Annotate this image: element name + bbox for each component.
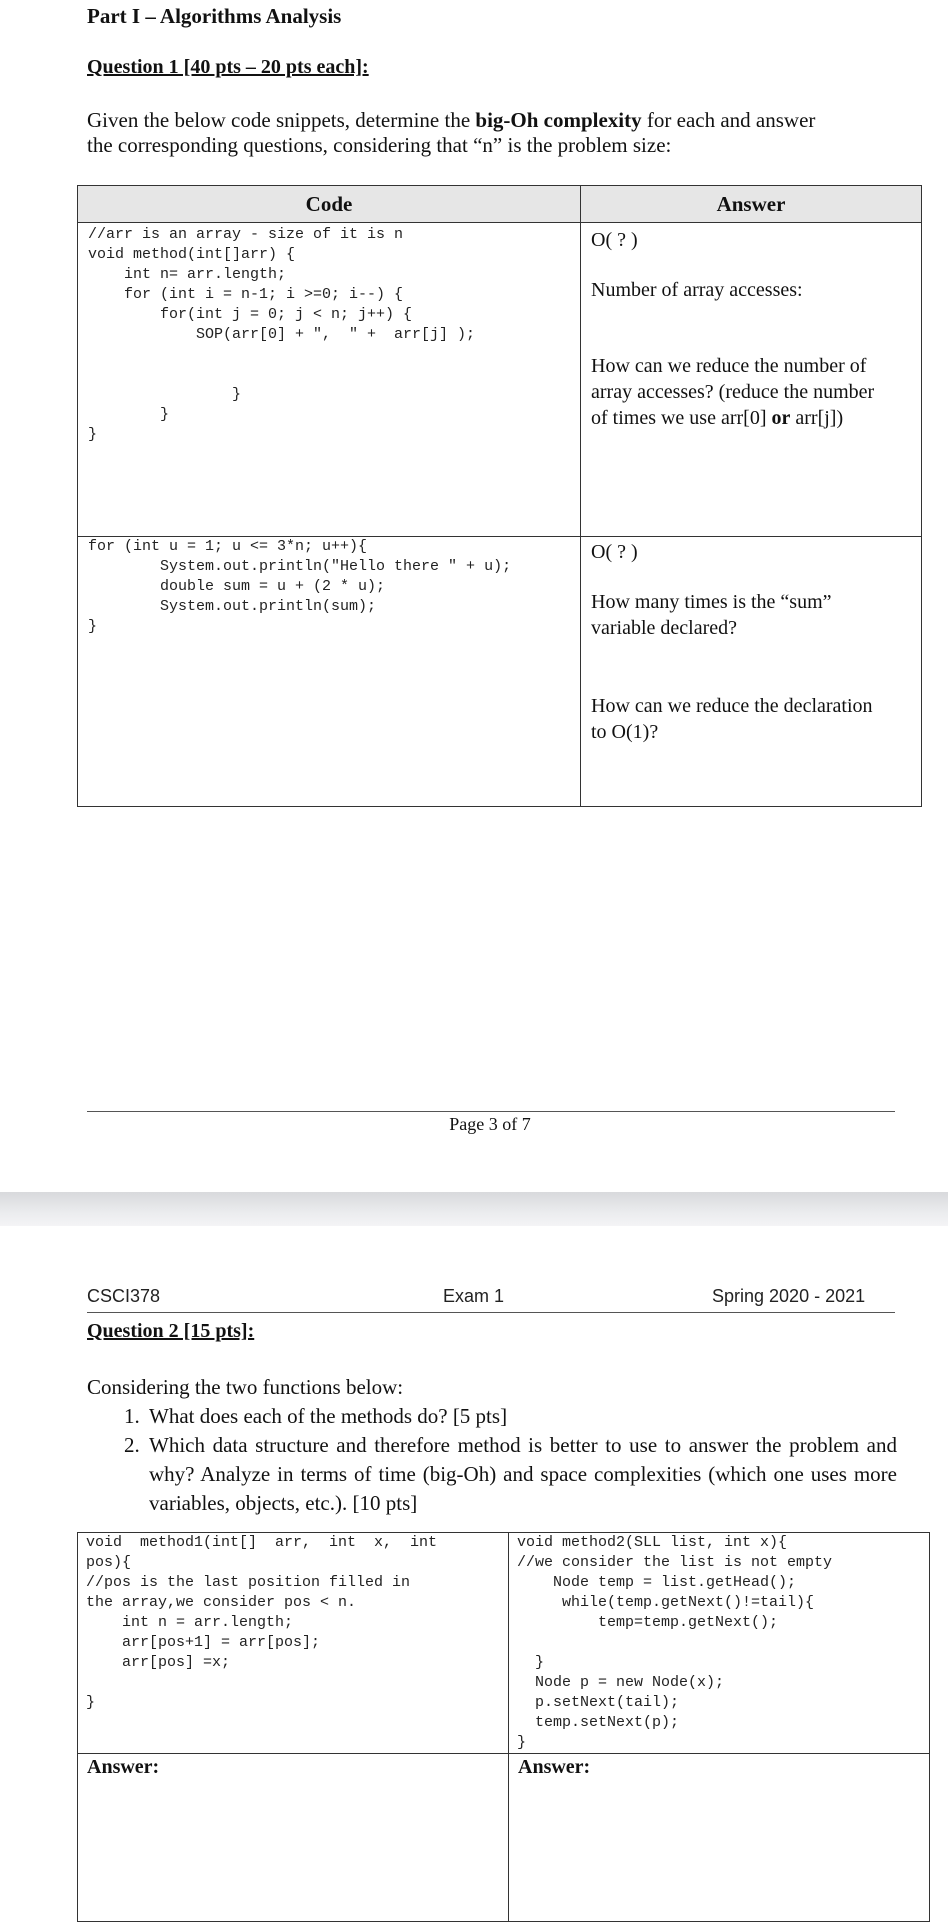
question-2-list bbox=[87, 1402, 897, 1518]
code-column-header: Code bbox=[78, 186, 581, 223]
big-oh-answer-1: O( ? ) bbox=[591, 229, 638, 251]
question-bold: or bbox=[771, 407, 791, 429]
method1-code-cell bbox=[78, 1533, 509, 1754]
intro-bold: big-Oh complexity bbox=[475, 108, 642, 132]
method2-code: void method2(SLL list, int x){ //we consider the list is not empty Node temp = list.getHead(); while(temp.getNext()!=tail){ temp=temp.getNext(); } Node p = new Node(x); p.setNext(tail); temp.setNext(p); } bbox=[517, 1534, 833, 1751]
course-code: CSCI378 bbox=[87, 1286, 161, 1306]
intro-text: the corresponding questions, considering that “n” is the problem size: bbox=[87, 133, 672, 157]
question-text: How can we reduce the declaration bbox=[591, 695, 873, 717]
answer-column-header: Answer bbox=[581, 186, 922, 223]
code-snippet-2: for (int u = 1; u <= 3*n; u++){ System.out.println("Hello there " + u); double sum = u + (2 * u); System.out.println(sum); } bbox=[88, 538, 512, 635]
array-accesses-question: Number of array accesses: bbox=[591, 279, 803, 301]
question-2-item-2: 2. Which data structure and therefore method is better to use to answer the problem and why? Analyze in terms of time (big-Oh) and space complexities (which one uses more variables, objects, etc.). [10 pts] bbox=[145, 1431, 897, 1518]
code-cell-1 bbox=[78, 223, 581, 537]
question-text: of times we use arr[0] bbox=[591, 407, 772, 429]
method1-answer-cell bbox=[78, 1754, 509, 1922]
intro-text: Given the below code snippets, determine the bbox=[87, 108, 476, 132]
method1-code: void method1(int[] arr, int x, int pos){ //pos is the last position filled in the array,we consider pos < n. int n = arr.length; arr[pos+1] = arr[pos]; arr[pos] =x; } bbox=[86, 1534, 438, 1711]
question-2-table bbox=[77, 1532, 930, 1922]
semester: Spring 2020 - 2021 bbox=[712, 1286, 866, 1306]
answer-cell-1 bbox=[581, 223, 922, 537]
question-1-heading: Question 1 [40 pts – 20 pts each]: bbox=[87, 56, 369, 78]
method1-answer-label: Answer: bbox=[87, 1756, 160, 1778]
question-1-intro bbox=[87, 108, 815, 158]
header-divider bbox=[87, 1312, 895, 1313]
exam-title: Exam 1 bbox=[443, 1286, 505, 1306]
reduce-declaration-question bbox=[591, 693, 873, 745]
part-title: Part I – Algorithms Analysis bbox=[87, 4, 342, 28]
footer-divider bbox=[87, 1111, 895, 1112]
intro-text: for each and answer bbox=[641, 108, 816, 132]
page-separator bbox=[0, 1192, 948, 1226]
question-2-item-1: 1. What does each of the methods do? [5 pts] bbox=[145, 1402, 897, 1431]
question-2-heading: Question 2 [15 pts]: bbox=[87, 1320, 255, 1342]
question-text: array accesses? (reduce the number bbox=[591, 381, 875, 403]
code-cell-2 bbox=[78, 537, 581, 807]
method2-answer-label: Answer: bbox=[518, 1756, 591, 1778]
question-text: How many times is the “sum” bbox=[591, 591, 832, 613]
method2-code-cell bbox=[509, 1533, 930, 1754]
answer-cell-2 bbox=[581, 537, 922, 807]
sum-declared-question bbox=[591, 589, 832, 641]
reduce-accesses-question bbox=[591, 353, 874, 431]
method2-answer-cell bbox=[509, 1754, 930, 1922]
exam-page-4 bbox=[0, 1226, 948, 1920]
question-text: variable declared? bbox=[591, 617, 738, 639]
question-text: arr[j]) bbox=[790, 407, 844, 429]
question-2-body bbox=[87, 1373, 897, 1518]
question-text: How can we reduce the number of bbox=[591, 355, 867, 377]
question-2-intro: Considering the two functions below: bbox=[87, 1375, 404, 1399]
question-text: to O(1)? bbox=[591, 721, 659, 743]
code-snippet-1: //arr is an array - size of it is n void method(int[]arr) { int n= arr.length; for (int i = n-1; i >=0; i--) { for(int j = 0; j < n; j++) { SOP(arr[0] + ", " + arr[j] ); } } } bbox=[88, 226, 476, 443]
page-number: Page 3 of 7 bbox=[449, 1114, 531, 1134]
question-1-table bbox=[77, 185, 922, 807]
big-oh-answer-2: O( ? ) bbox=[591, 541, 638, 563]
